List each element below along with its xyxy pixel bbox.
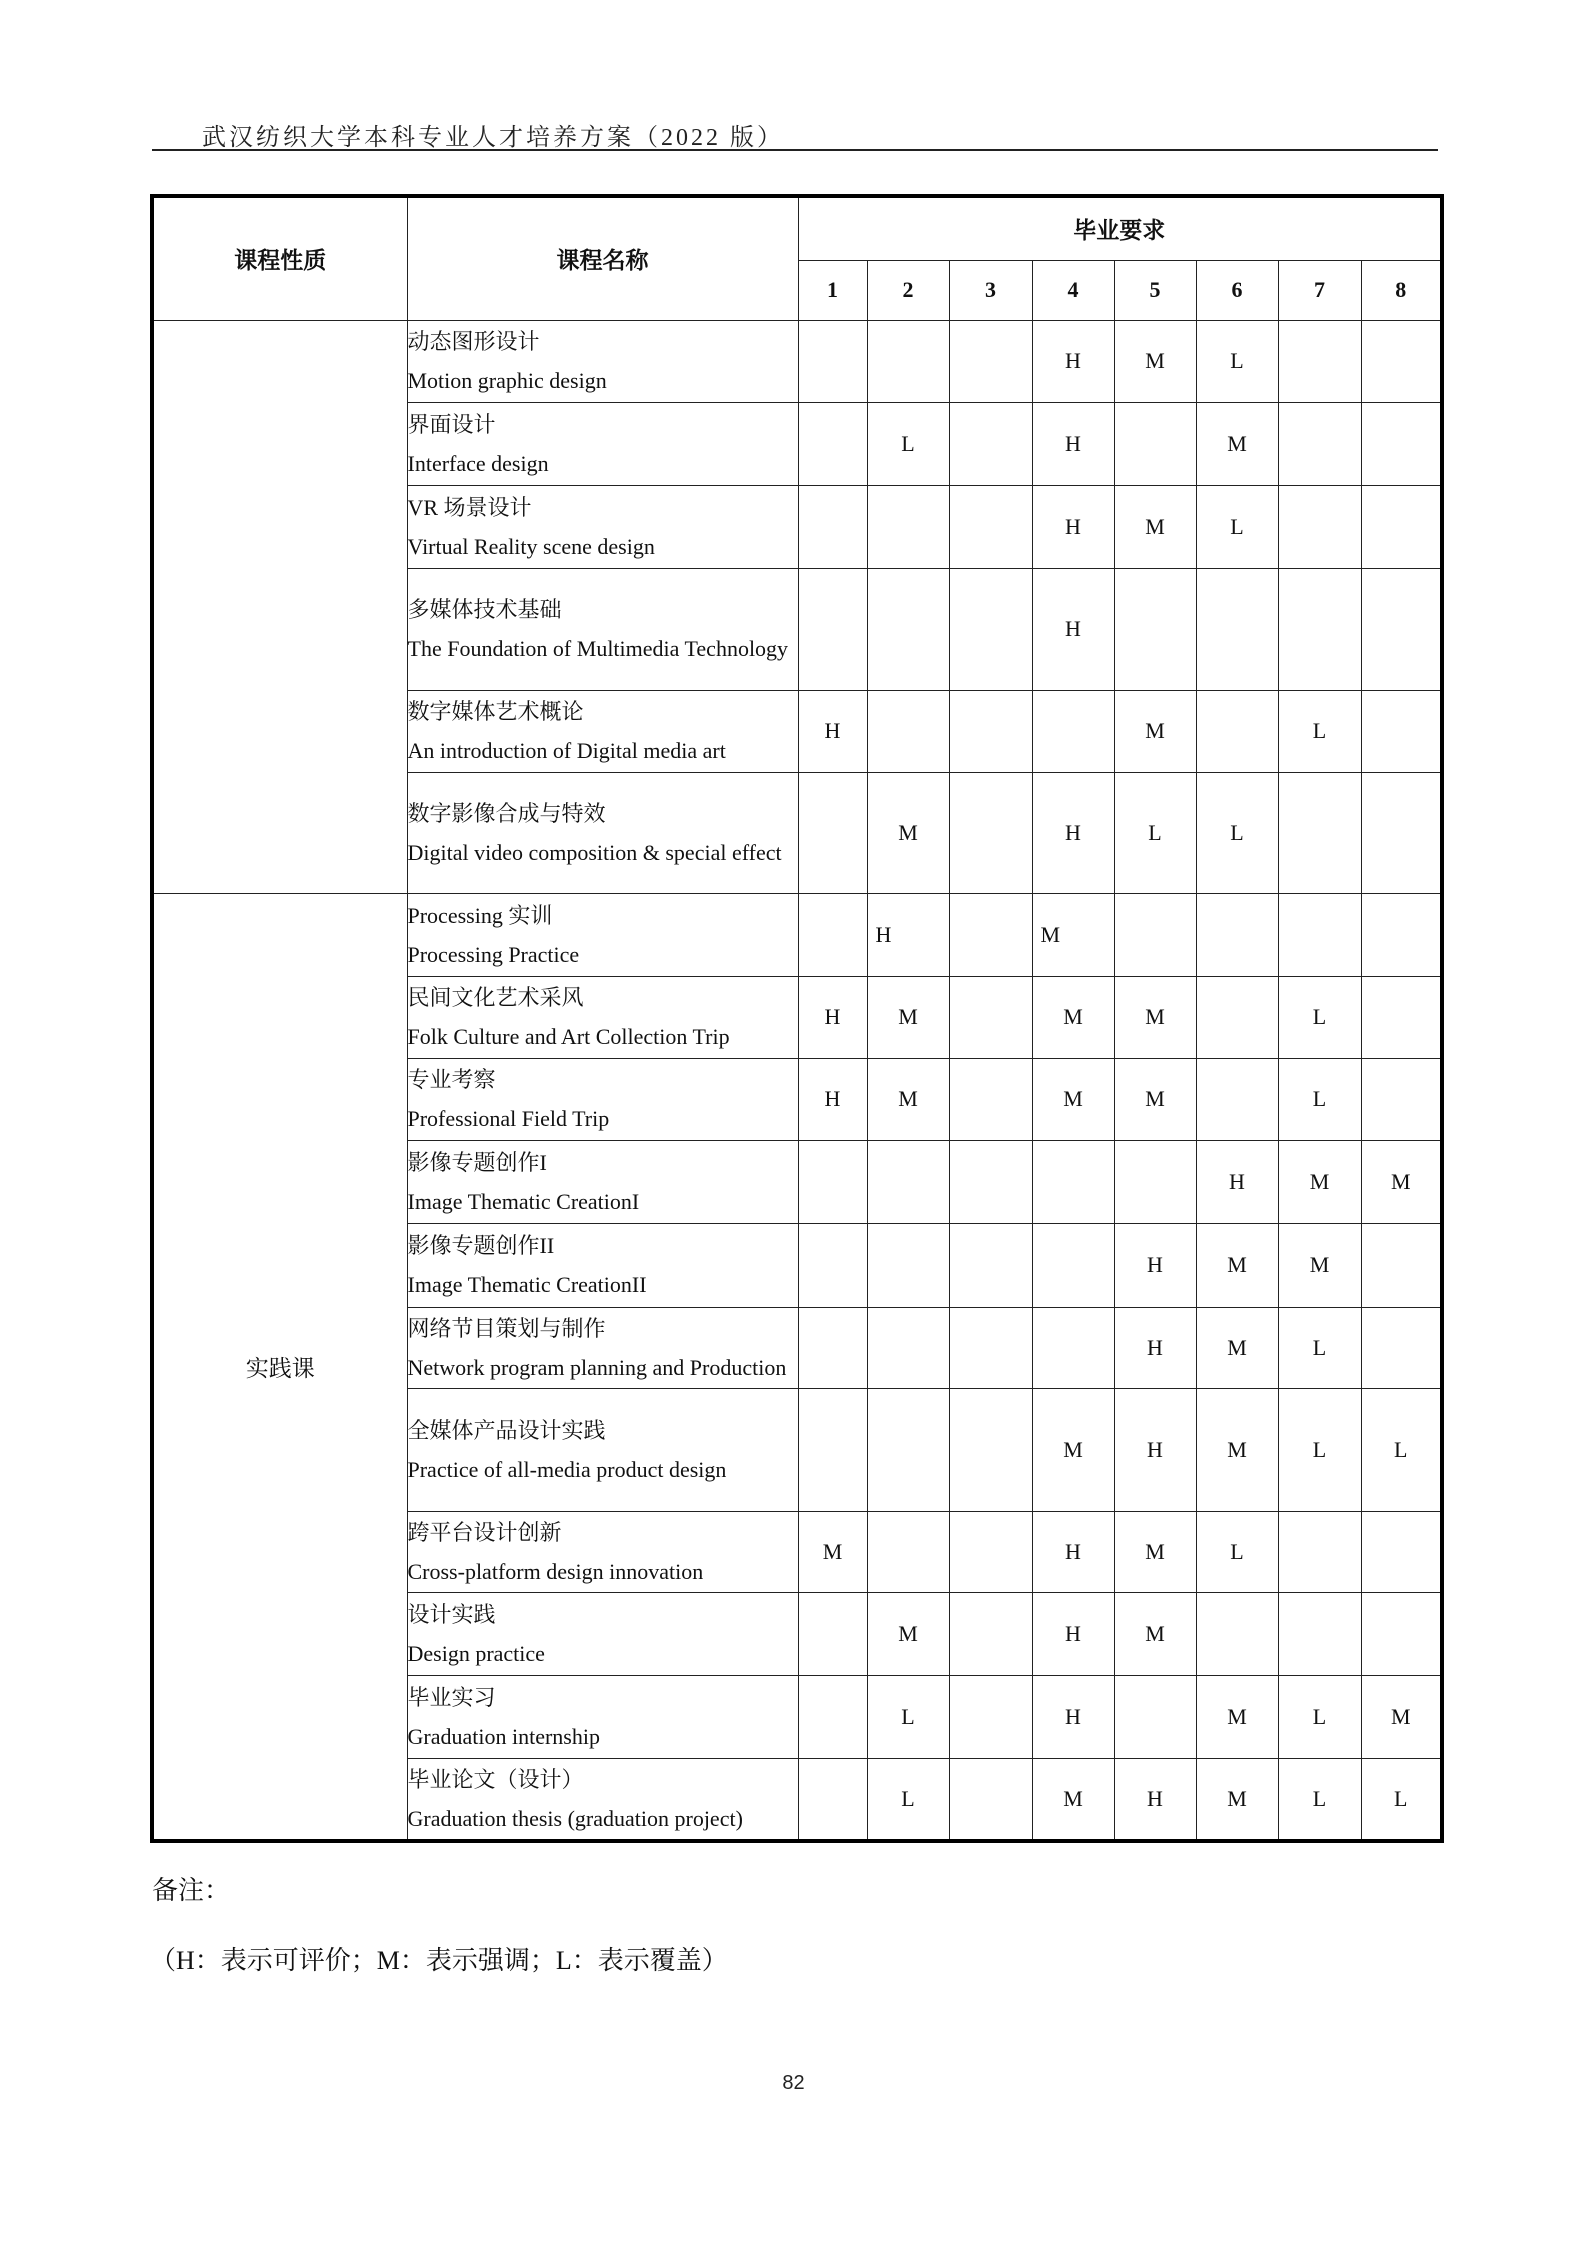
- course-name-cell: [407, 1388, 798, 1511]
- requirement-4-level: [1032, 690, 1114, 772]
- requirement-3-level: [949, 690, 1032, 772]
- course-name-cell: [407, 1511, 798, 1592]
- requirement-1-level: [798, 485, 867, 568]
- course-name-zh: 毕业论文（设计）: [407, 1766, 584, 1792]
- course-name-zh: 数字媒体艺术概论: [407, 699, 584, 724]
- graduation-requirements-matrix: [150, 194, 1444, 1843]
- course-name-en: Network program planning and Production: [407, 1354, 787, 1380]
- course-name-en: Image Thematic CreationI: [407, 1188, 640, 1214]
- header-rule: [152, 149, 1438, 151]
- requirement-5-level: M: [1114, 485, 1196, 568]
- requirement-5-level: H: [1114, 1307, 1196, 1388]
- header-req-3: 3: [949, 260, 1032, 320]
- table-row: [152, 893, 1442, 976]
- requirement-6-level: L: [1196, 320, 1278, 402]
- requirement-1-level: [798, 402, 867, 485]
- requirement-3-level: [949, 1140, 1032, 1223]
- course-name-zh: 影像专题创作II: [407, 1233, 555, 1258]
- requirement-7-level: L: [1278, 976, 1361, 1058]
- requirement-7-level: [1278, 1592, 1361, 1675]
- requirement-5-level: M: [1114, 1511, 1196, 1592]
- course-name-cell: [407, 485, 798, 568]
- requirement-5-level: M: [1114, 320, 1196, 402]
- requirement-2-level: M: [867, 1592, 949, 1675]
- course-category-cell: 实践课: [152, 893, 407, 1841]
- header-req-2: 2: [867, 260, 949, 320]
- requirement-8-level: M: [1361, 1675, 1442, 1758]
- requirement-6-level: H: [1196, 1140, 1278, 1223]
- course-name-zh: 设计实践: [407, 1601, 496, 1627]
- requirement-5-level: M: [1114, 690, 1196, 772]
- requirement-6-level: M: [1196, 402, 1278, 485]
- requirement-6-level: [1196, 690, 1278, 772]
- requirement-7-level: [1278, 402, 1361, 485]
- course-name-en: The Foundation of Multimedia Technology: [407, 636, 789, 661]
- requirement-4-level: H: [1032, 1675, 1114, 1758]
- requirement-5-level: M: [1114, 1058, 1196, 1140]
- course-name-en: Folk Culture and Art Collection Trip: [407, 1024, 730, 1049]
- course-name-en: Graduation thesis (graduation project): [407, 1805, 743, 1831]
- requirement-7-level: L: [1278, 1675, 1361, 1758]
- requirement-1-level: [798, 772, 867, 893]
- requirement-2-level: [867, 568, 949, 690]
- requirement-6-level: L: [1196, 485, 1278, 568]
- requirement-2-level: [867, 690, 949, 772]
- course-name-zh: 全媒体产品设计实践: [407, 1417, 606, 1443]
- requirement-7-level: L: [1278, 1388, 1361, 1511]
- requirement-4-level: H: [1032, 1511, 1114, 1592]
- requirement-2-level: L: [867, 1675, 949, 1758]
- course-name-cell: [407, 1058, 798, 1140]
- course-name-cell: [407, 1223, 798, 1307]
- header-req-6: 6: [1196, 260, 1278, 320]
- requirement-7-level: M: [1278, 1223, 1361, 1307]
- requirement-1-level: [798, 1307, 867, 1388]
- requirement-3-level: [949, 1388, 1032, 1511]
- requirement-8-level: [1361, 485, 1442, 568]
- requirement-6-level: M: [1196, 1388, 1278, 1511]
- header-category: 课程性质: [152, 196, 407, 320]
- requirement-2-level: L: [867, 402, 949, 485]
- requirement-3-level: [949, 1058, 1032, 1140]
- header-req-1: 1: [798, 260, 867, 320]
- requirement-2-level: L: [867, 1758, 949, 1841]
- requirement-4-level: H: [1032, 1592, 1114, 1675]
- course-name-cell: [407, 976, 798, 1058]
- requirement-6-level: M: [1196, 1223, 1278, 1307]
- header-req-8: 8: [1361, 260, 1442, 320]
- course-name-cell: [407, 402, 798, 485]
- requirement-3-level: [949, 1675, 1032, 1758]
- course-category-cell: [152, 320, 407, 893]
- requirement-5-level: H: [1114, 1223, 1196, 1307]
- requirement-8-level: M: [1361, 1140, 1442, 1223]
- requirement-3-level: [949, 320, 1032, 402]
- requirement-1-level: [798, 1140, 867, 1223]
- requirement-1-level: H: [798, 690, 867, 772]
- requirement-6-level: M: [1196, 1307, 1278, 1388]
- course-name-en: Professional Field Trip: [407, 1106, 610, 1131]
- requirement-7-level: [1278, 320, 1361, 402]
- course-name-en: Practice of all-media product design: [407, 1456, 727, 1482]
- course-name-en: Design practice: [407, 1640, 545, 1666]
- requirement-8-level: [1361, 402, 1442, 485]
- course-name-cell: [407, 893, 798, 976]
- requirement-1-level: H: [798, 976, 867, 1058]
- course-name-cell: [407, 568, 798, 690]
- requirement-3-level: [949, 976, 1032, 1058]
- course-name-cell: [407, 1758, 798, 1841]
- requirement-2-level: M: [867, 976, 949, 1058]
- requirement-6-level: M: [1196, 1675, 1278, 1758]
- requirement-3-level: [949, 485, 1032, 568]
- requirement-7-level: L: [1278, 1058, 1361, 1140]
- requirement-5-level: [1114, 1675, 1196, 1758]
- course-name-cell: [407, 1307, 798, 1388]
- requirement-3-level: [949, 893, 1032, 976]
- header-requirements: 毕业要求: [798, 196, 1442, 260]
- requirement-1-level: [798, 320, 867, 402]
- course-name-cell: [407, 320, 798, 402]
- requirement-7-level: [1278, 893, 1361, 976]
- header-course-name: 课程名称: [407, 196, 798, 320]
- running-head: 武汉纺织大学本科专业人才培养方案（2022 版）: [202, 125, 784, 151]
- course-name-zh: 网络节目策划与制作: [407, 1315, 606, 1341]
- requirement-4-level: H: [1032, 320, 1114, 402]
- requirement-4-level: H: [1032, 772, 1114, 893]
- requirement-1-level: [798, 1675, 867, 1758]
- requirement-1-level: M: [798, 1511, 867, 1592]
- course-name-cell: [407, 772, 798, 893]
- course-name-en: Virtual Reality scene design: [407, 533, 655, 559]
- requirement-7-level: L: [1278, 690, 1361, 772]
- requirement-5-level: [1114, 1140, 1196, 1223]
- course-name-cell: [407, 1140, 798, 1223]
- course-name-en: Graduation internship: [407, 1723, 600, 1749]
- course-name-zh: Processing 实训: [407, 902, 553, 928]
- requirement-6-level: L: [1196, 772, 1278, 893]
- header-req-4: 4: [1032, 260, 1114, 320]
- requirement-8-level: L: [1361, 1758, 1442, 1841]
- requirement-8-level: [1361, 976, 1442, 1058]
- requirement-7-level: [1278, 485, 1361, 568]
- requirement-8-level: [1361, 1058, 1442, 1140]
- header-req-7: 7: [1278, 260, 1361, 320]
- table-row: [152, 320, 1442, 402]
- course-name-zh: 动态图形设计: [407, 329, 540, 354]
- requirement-8-level: [1361, 1223, 1442, 1307]
- requirement-7-level: [1278, 568, 1361, 690]
- course-name-zh: 界面设计: [407, 411, 496, 437]
- requirement-6-level: [1196, 1592, 1278, 1675]
- requirement-4-level: M: [1032, 1388, 1114, 1511]
- requirement-2-level: H: [867, 893, 949, 976]
- requirement-4-level: M: [1032, 893, 1114, 976]
- requirement-1-level: [798, 1223, 867, 1307]
- course-name-en: Processing Practice: [407, 941, 580, 967]
- requirement-2-level: M: [867, 772, 949, 893]
- requirement-6-level: [1196, 976, 1278, 1058]
- requirement-6-level: M: [1196, 1758, 1278, 1841]
- course-name-zh: 影像专题创作I: [407, 1149, 547, 1175]
- requirement-5-level: L: [1114, 772, 1196, 893]
- requirement-4-level: H: [1032, 568, 1114, 690]
- requirement-1-level: [798, 568, 867, 690]
- requirement-8-level: [1361, 320, 1442, 402]
- requirement-4-level: M: [1032, 976, 1114, 1058]
- requirement-4-level: M: [1032, 1058, 1114, 1140]
- requirement-8-level: [1361, 568, 1442, 690]
- course-name-en: An introduction of Digital media art: [407, 738, 726, 763]
- requirement-3-level: [949, 1307, 1032, 1388]
- course-name-zh: 毕业实习: [407, 1684, 496, 1710]
- requirement-5-level: [1114, 402, 1196, 485]
- requirement-4-level: H: [1032, 402, 1114, 485]
- requirement-1-level: [798, 1758, 867, 1841]
- requirement-8-level: L: [1361, 1388, 1442, 1511]
- course-name-en: Motion graphic design: [407, 368, 607, 393]
- course-name-en: Image Thematic CreationII: [407, 1272, 647, 1297]
- requirement-7-level: L: [1278, 1307, 1361, 1388]
- course-name-zh: 跨平台设计创新: [407, 1519, 562, 1545]
- requirement-4-level: [1032, 1307, 1114, 1388]
- requirement-5-level: [1114, 893, 1196, 976]
- requirement-2-level: [867, 1307, 949, 1388]
- requirement-1-level: [798, 1592, 867, 1675]
- notes-legend: （H：表示可评价；M：表示强调；L：表示覆盖）: [150, 1946, 728, 1975]
- header-req-5: 5: [1114, 260, 1196, 320]
- requirement-4-level: [1032, 1223, 1114, 1307]
- requirement-2-level: [867, 320, 949, 402]
- requirement-6-level: [1196, 1058, 1278, 1140]
- requirement-4-level: [1032, 1140, 1114, 1223]
- requirement-3-level: [949, 1758, 1032, 1841]
- requirement-4-level: H: [1032, 485, 1114, 568]
- requirement-1-level: [798, 893, 867, 976]
- requirement-4-level: M: [1032, 1758, 1114, 1841]
- requirement-8-level: [1361, 1307, 1442, 1388]
- course-name-zh: 民间文化艺术采风: [407, 985, 584, 1010]
- requirement-5-level: [1114, 568, 1196, 690]
- requirement-8-level: [1361, 772, 1442, 893]
- requirement-1-level: [798, 1388, 867, 1511]
- course-name-cell: [407, 1675, 798, 1758]
- requirement-5-level: M: [1114, 976, 1196, 1058]
- requirement-5-level: M: [1114, 1592, 1196, 1675]
- requirement-7-level: M: [1278, 1140, 1361, 1223]
- notes-label: 备注：: [152, 1876, 231, 1905]
- requirement-8-level: [1361, 690, 1442, 772]
- page-number: 82: [782, 2072, 805, 2094]
- requirement-3-level: [949, 772, 1032, 893]
- course-name-cell: [407, 690, 798, 772]
- requirement-3-level: [949, 568, 1032, 690]
- course-name-zh: 多媒体技术基础: [407, 597, 562, 622]
- requirement-3-level: [949, 1223, 1032, 1307]
- course-name-cell: [407, 1592, 798, 1675]
- requirement-5-level: H: [1114, 1388, 1196, 1511]
- course-name-en: Digital video composition & special effect: [407, 839, 782, 865]
- requirement-1-level: H: [798, 1058, 867, 1140]
- matrix-body: [152, 320, 1442, 1841]
- requirement-2-level: M: [867, 1058, 949, 1140]
- requirement-3-level: [949, 402, 1032, 485]
- course-name-en: Interface design: [407, 450, 549, 476]
- requirement-7-level: [1278, 1511, 1361, 1592]
- requirement-6-level: L: [1196, 1511, 1278, 1592]
- requirement-2-level: [867, 485, 949, 568]
- requirement-8-level: [1361, 1511, 1442, 1592]
- requirement-2-level: [867, 1388, 949, 1511]
- requirement-8-level: [1361, 893, 1442, 976]
- requirement-7-level: L: [1278, 1758, 1361, 1841]
- requirement-7-level: [1278, 772, 1361, 893]
- requirement-3-level: [949, 1592, 1032, 1675]
- requirement-6-level: [1196, 568, 1278, 690]
- requirement-2-level: [867, 1511, 949, 1592]
- course-name-zh: VR 场景设计: [407, 494, 532, 520]
- course-name-en: Cross-platform design innovation: [407, 1558, 704, 1584]
- requirement-2-level: [867, 1223, 949, 1307]
- requirement-6-level: [1196, 893, 1278, 976]
- requirement-5-level: H: [1114, 1758, 1196, 1841]
- requirement-8-level: [1361, 1592, 1442, 1675]
- course-name-zh: 专业考察: [407, 1067, 496, 1092]
- requirement-2-level: [867, 1140, 949, 1223]
- course-name-zh: 数字影像合成与特效: [407, 800, 606, 826]
- requirement-3-level: [949, 1511, 1032, 1592]
